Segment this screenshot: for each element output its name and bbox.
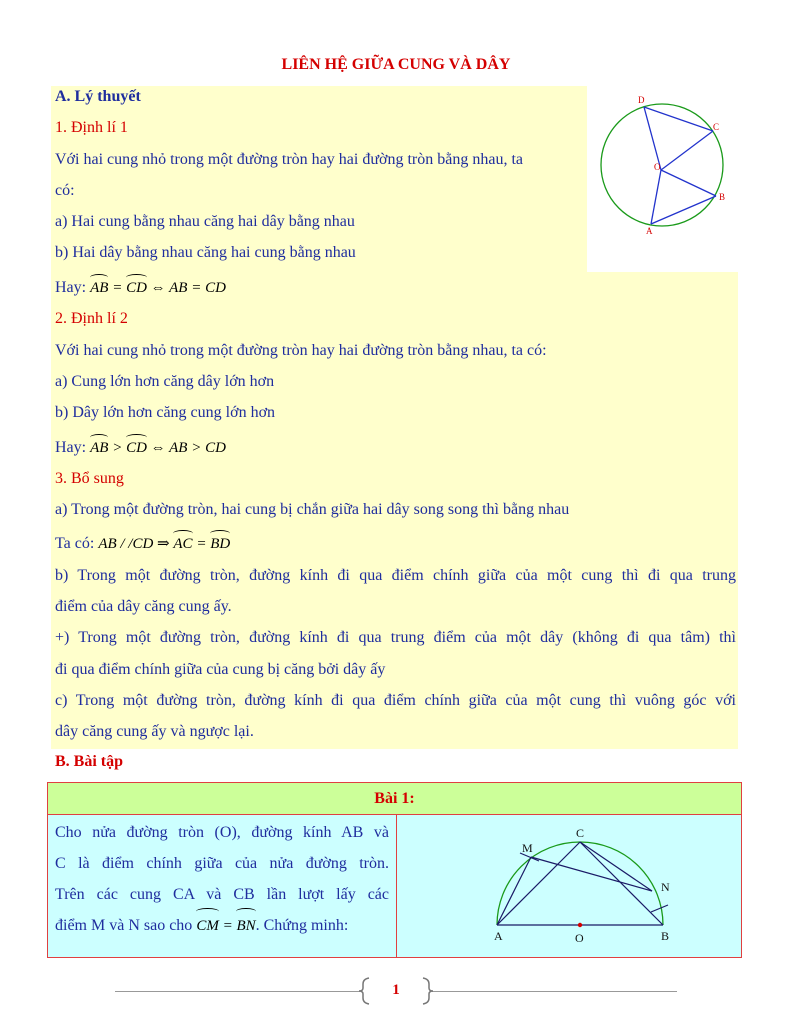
arc-cm: CM bbox=[196, 911, 219, 942]
bai1-title: Bài 1: bbox=[374, 790, 415, 807]
label-B: B bbox=[719, 192, 726, 202]
op-eq: = bbox=[112, 280, 123, 296]
formula-rest: AB = CD bbox=[169, 280, 226, 296]
thm1-heading: 1. Định lí 1 bbox=[55, 119, 128, 136]
arc-ab: AB bbox=[90, 277, 108, 299]
supp-b-line1: b) Trong một đường tròn, đường kính đi qua điểm chính giữa của một cung thì đi qua trung bbox=[55, 567, 736, 584]
label-C: C bbox=[576, 826, 585, 840]
thm1-item-b: b) Hai dây bằng nhau căng hai cung bằng nhau bbox=[55, 244, 356, 261]
supp-item-a: a) Trong một đường tròn, hai cung bị chắn giữa hai dây song song thì bằng nhau bbox=[55, 501, 570, 518]
thm2-item-b: b) Dây lớn hơn căng cung lớn hơn bbox=[55, 404, 276, 421]
figure-cell bbox=[397, 815, 741, 957]
circle-figure bbox=[595, 92, 735, 242]
footer-bracket-right bbox=[420, 977, 434, 1005]
footer-rule-right bbox=[432, 991, 677, 992]
formula-left: AB / /CD ⇒ bbox=[98, 536, 170, 552]
thm2-item-a: a) Cung lớn hơn căng dây lớn hơn bbox=[55, 373, 275, 390]
thm1-hay: Hay: bbox=[55, 279, 87, 296]
footer-rule-left bbox=[115, 991, 360, 992]
arc-cd: CD bbox=[126, 437, 147, 459]
label-D: D bbox=[638, 95, 645, 105]
exercises-heading: B. Bài tập bbox=[55, 753, 124, 770]
arc-ac: AC bbox=[173, 533, 192, 555]
formula-rest: AB > CD bbox=[169, 440, 226, 456]
thm1-formula bbox=[55, 277, 226, 299]
thm2-hay: Hay: bbox=[55, 439, 87, 456]
thm2-intro: Với hai cung nhỏ trong một đường tròn hay hai đường tròn bằng nhau, ta có: bbox=[55, 342, 547, 359]
label-B: B bbox=[661, 929, 670, 943]
label-N: N bbox=[661, 880, 670, 894]
bai1-line4 bbox=[55, 910, 395, 942]
bai1-line2: C là điểm chính giữa của nửa đường tròn. bbox=[55, 855, 389, 872]
supp-c-line2: dây căng cung ấy và ngược lại. bbox=[55, 723, 254, 740]
label-A: A bbox=[494, 929, 503, 943]
thm1-intro-line1: Với hai cung nhỏ trong một đường tròn hay hai đường tròn bằng nhau, ta bbox=[55, 151, 523, 168]
bai1-line3: Trên các cung CA và CB lần lượt lấy các bbox=[55, 886, 389, 903]
op-iff: ⇔ bbox=[150, 440, 166, 456]
page-number: 1 bbox=[392, 982, 400, 998]
arc-cd: CD bbox=[126, 277, 147, 299]
bai1-line1: Cho nửa đường tròn (O), đường kính AB và bbox=[55, 824, 389, 841]
page-title: LIÊN HỆ GIỮA CUNG VÀ DÂY bbox=[281, 56, 511, 73]
op-gt: > bbox=[112, 440, 123, 456]
thm2-formula bbox=[55, 437, 226, 459]
theory-heading: A. Lý thuyết bbox=[55, 88, 141, 105]
arc-bd: BD bbox=[210, 533, 230, 555]
footer-bracket-left bbox=[358, 977, 372, 1005]
thm1-item-a: a) Hai cung bằng nhau căng hai dây bằng nhau bbox=[55, 213, 355, 230]
bai1-line4-pre: điểm M và N sao cho bbox=[55, 917, 193, 934]
op-iff: ⇔ bbox=[150, 280, 166, 296]
supp-plus-line2: đi qua điểm chính giữa của cung bị căng bởi dây ấy bbox=[55, 661, 386, 678]
center-point bbox=[578, 923, 582, 927]
arc-bn: BN bbox=[236, 911, 255, 942]
supp-formula bbox=[55, 533, 230, 555]
bai1-line4-post: . Chứng minh: bbox=[255, 917, 349, 934]
table-header bbox=[48, 783, 741, 815]
label-C: C bbox=[713, 122, 720, 132]
label-M: M bbox=[522, 841, 533, 855]
label-O: O bbox=[575, 931, 584, 945]
label-O: O bbox=[654, 162, 661, 172]
supp-heading: 3. Bổ sung bbox=[55, 470, 124, 487]
supp-taco: Ta có: bbox=[55, 535, 95, 552]
semicircle-figure bbox=[487, 825, 687, 955]
problem-cell bbox=[48, 815, 397, 957]
thm1-intro-line2: có: bbox=[55, 182, 75, 199]
exercise-table bbox=[47, 782, 742, 958]
supp-c-line1: c) Trong một đường tròn, đường kính đi qua điểm chính giữa của một cung thì vuông góc với bbox=[55, 692, 736, 709]
supp-plus-line1: +) Trong một đường tròn, đường kính đi qua trung điểm của một dây (không đi qua tâm) thì bbox=[55, 629, 736, 646]
arc-ab: AB bbox=[90, 437, 108, 459]
thm2-heading: 2. Định lí 2 bbox=[55, 310, 128, 327]
op-eq: = bbox=[196, 536, 207, 552]
supp-b-line2: điểm của dây căng cung ấy. bbox=[55, 598, 232, 615]
label-A: A bbox=[646, 226, 653, 236]
op-eq: = bbox=[222, 918, 233, 934]
